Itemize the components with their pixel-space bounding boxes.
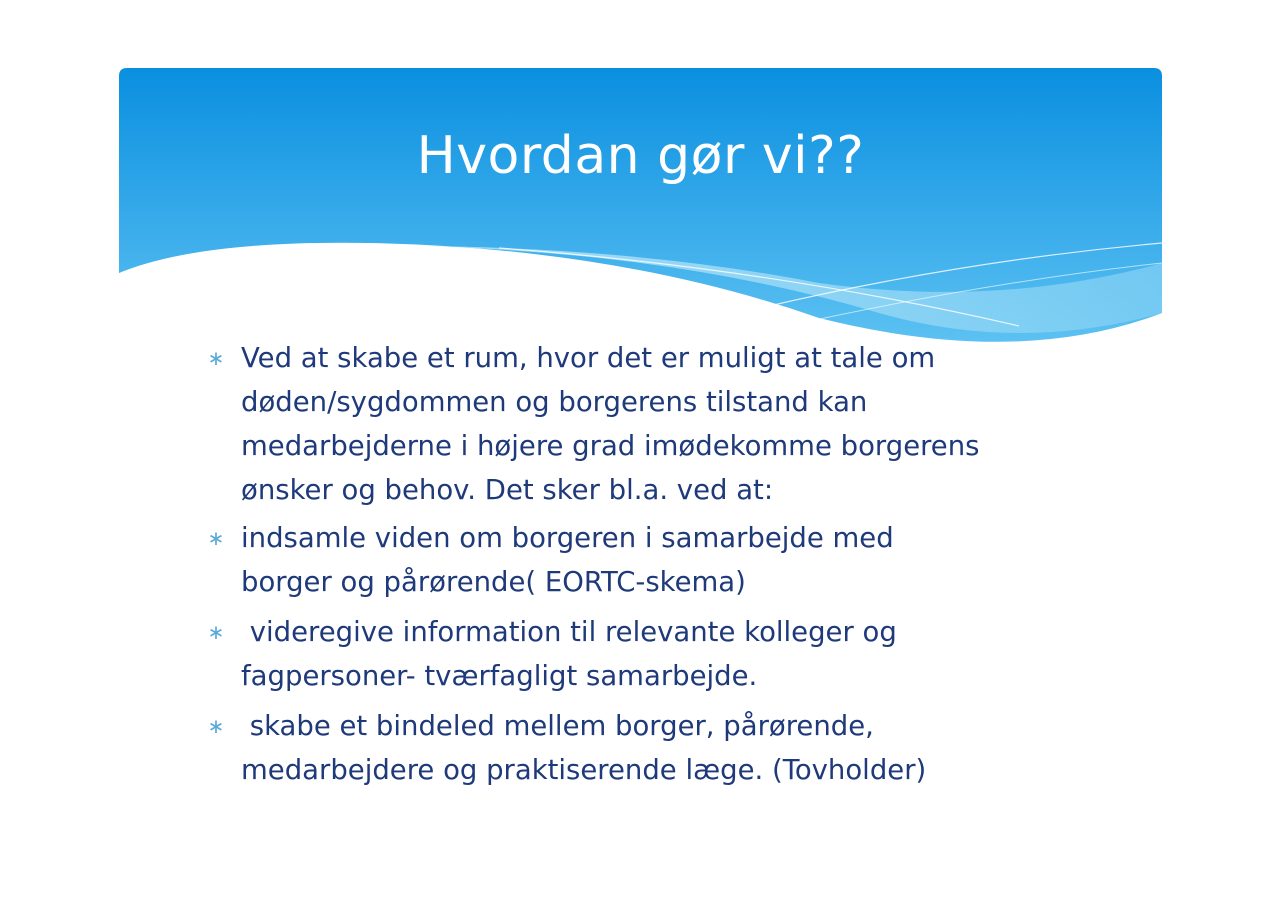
asterisk-icon: ∗: [207, 526, 225, 550]
bullet-line: fagpersoner- tværfagligt samarbejde.: [241, 660, 758, 692]
asterisk-icon: ∗: [207, 620, 225, 644]
asterisk-icon: ∗: [207, 714, 225, 738]
bullet-item: [205, 336, 1085, 512]
slide-title: Hvordan gør vi??: [416, 126, 865, 186]
bullet-list: [205, 336, 1085, 798]
bullet-line: borger og pårørende( EORTC-skema): [241, 566, 746, 598]
bullet-line: ønsker og behov. Det sker bl.a. ved at:: [241, 474, 774, 506]
asterisk-icon: ∗: [207, 346, 225, 370]
bullet-line: Ved at skabe et rum, hvor det er muligt at tale om: [241, 342, 936, 374]
bullet-item: [205, 610, 1085, 698]
bullet-item: [205, 516, 1085, 604]
bullet-line: videregive information til relevante kolleger og: [241, 616, 897, 648]
bullet-line: døden/sygdommen og borgerens tilstand kan: [241, 386, 868, 418]
bullet-line: indsamle viden om borgeren i samarbejde med: [241, 522, 894, 554]
bullet-line: medarbejdere og praktiserende læge. (Tovholder): [241, 754, 927, 786]
bullet-line: medarbejderne i højere grad imødekomme borgerens: [241, 430, 980, 462]
bullet-line: skabe et bindeled mellem borger, pårørende,: [241, 710, 874, 742]
bullet-item: [205, 704, 1085, 792]
header-wave-banner: [119, 68, 1162, 348]
